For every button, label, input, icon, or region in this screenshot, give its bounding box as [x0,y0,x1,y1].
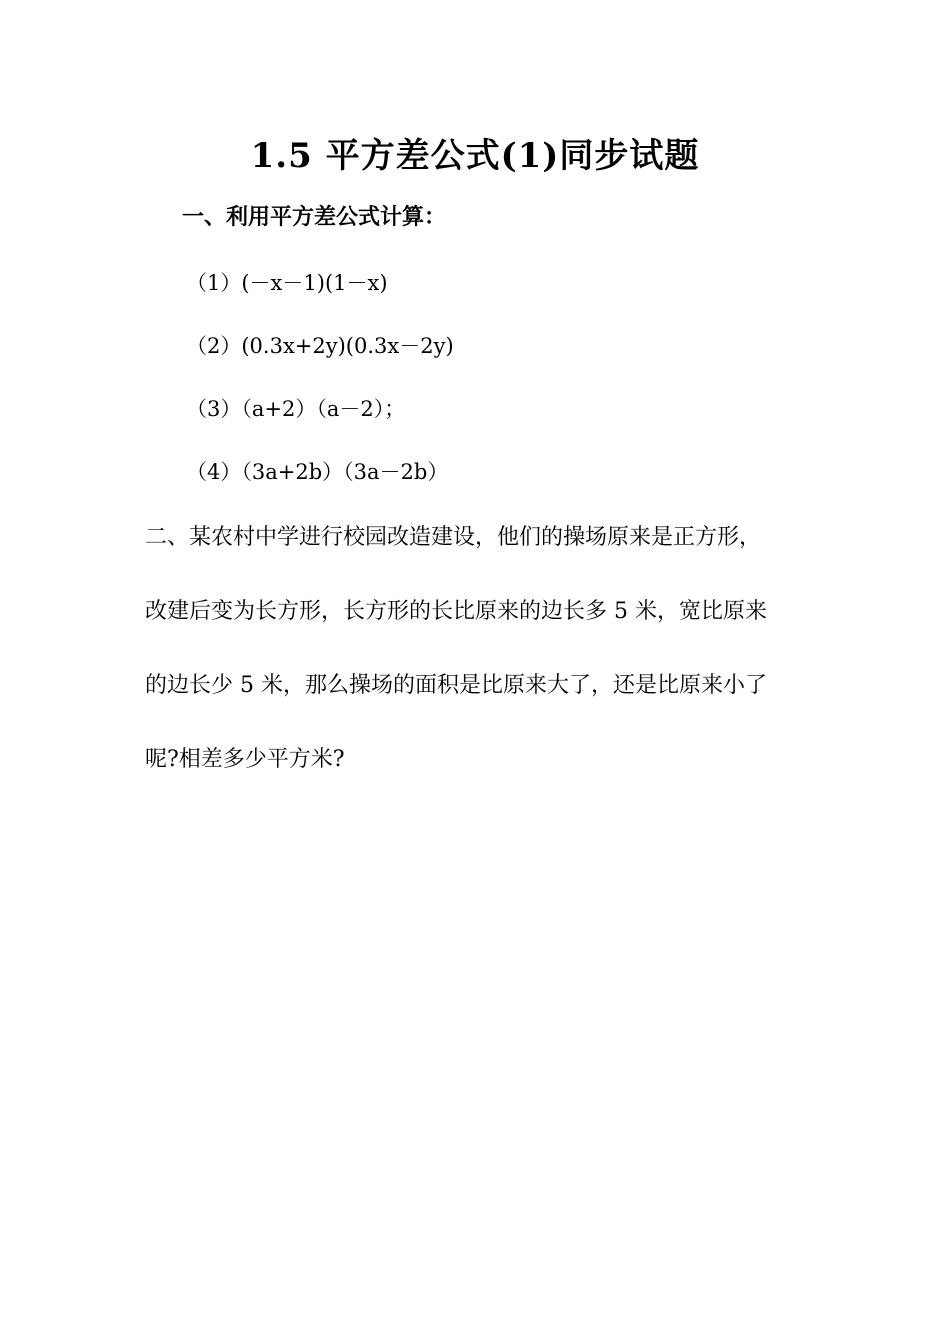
word-problem-line-2: 改建后变为长方形，长方形的长比原来的边长多 5 米，宽比原来 [145,599,767,624]
word-problem-line-4: 呢?相差多少平方米? [145,747,345,772]
page-title: 1.5 平方差公式(1)同步试题 [250,136,700,176]
problem-3: （3）（a+2）（a－2）； [186,397,406,421]
word-problem-line-1: 二、某农村中学进行校园改造建设，他们的操场原来是正方形， [145,525,762,550]
problem-2: （2）(0.3x+2y)(0.3x－2y) [186,334,454,358]
section-1-heading: 一、利用平方差公式计算： [182,204,447,230]
problem-1: （1）(－x－1)(1－x) [186,271,388,295]
word-problem-line-3: 的边长少 5 米，那么操场的面积是比原来大了，还是比原来小了 [145,673,767,698]
problem-4: （4）（3a+2b）（3a－2b） [186,460,449,484]
